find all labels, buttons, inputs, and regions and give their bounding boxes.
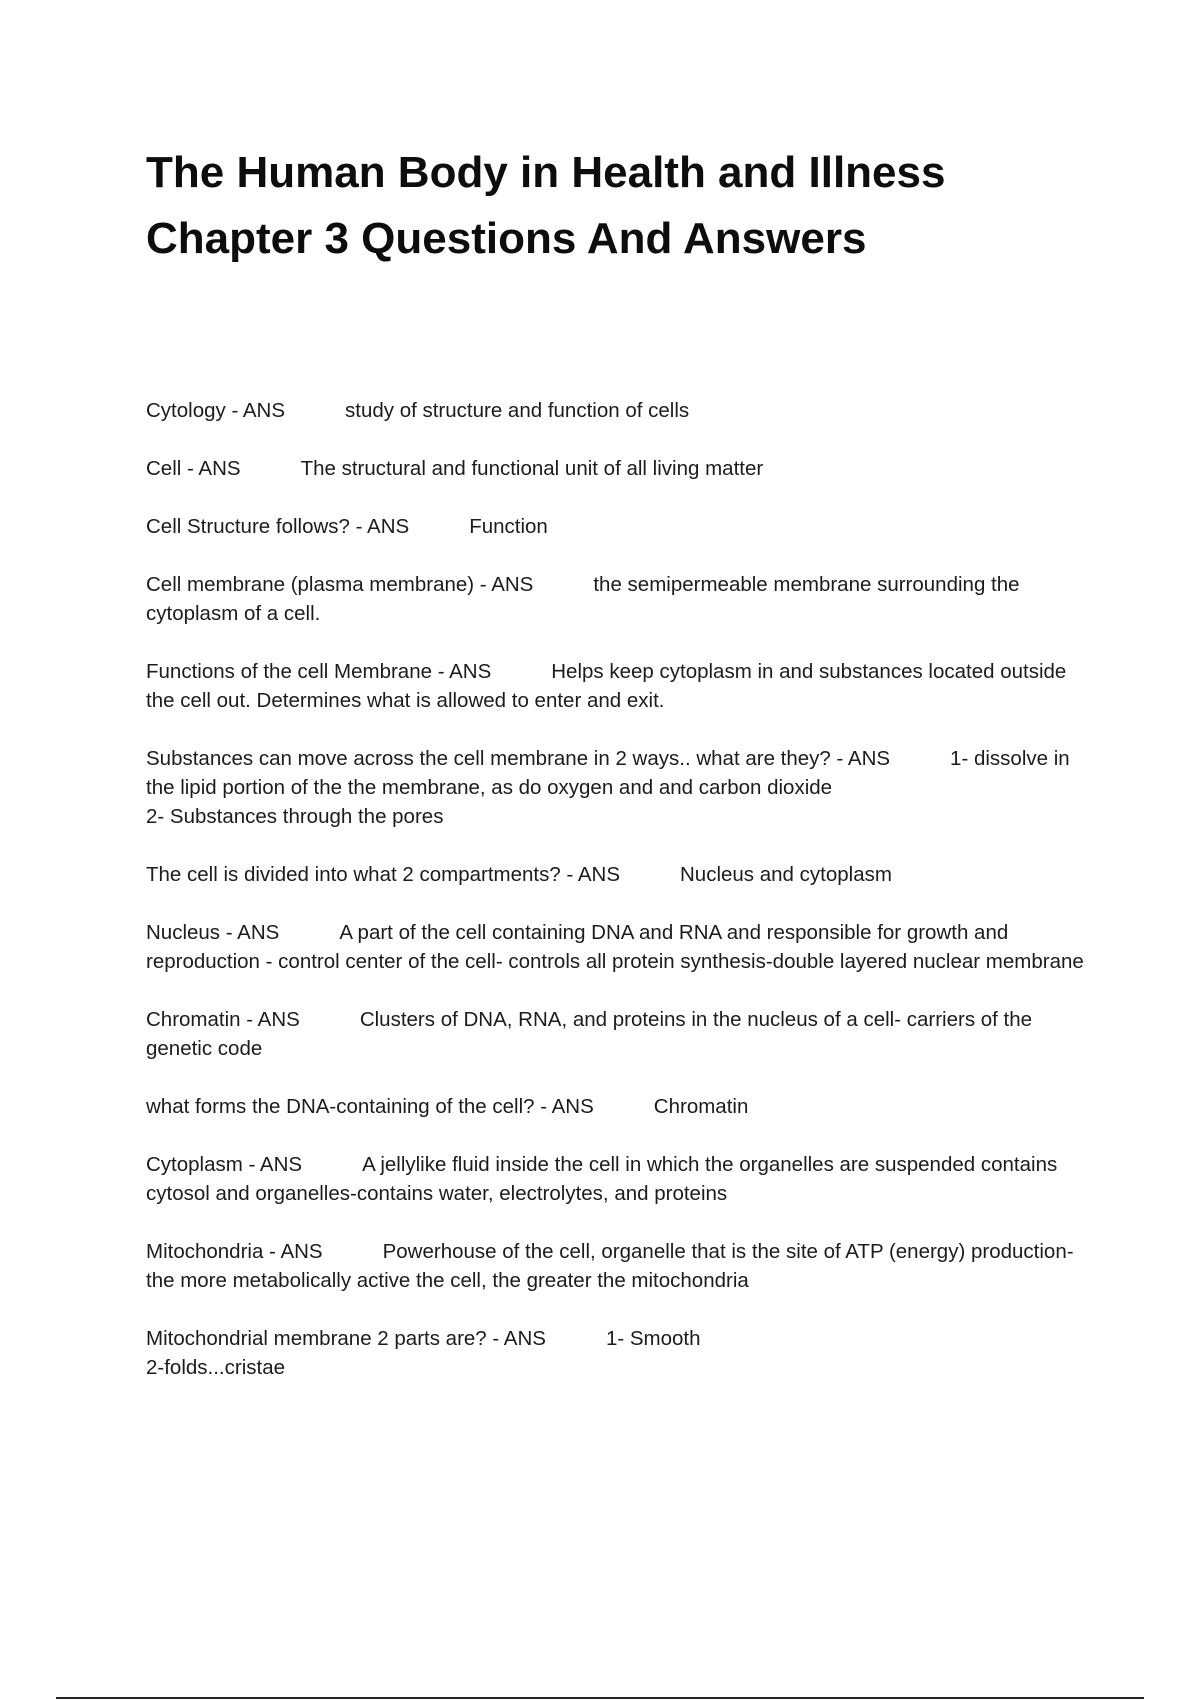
question: Cell - ANS xyxy=(146,457,241,480)
question: Mitochondrial membrane 2 parts are? - ANS xyxy=(146,1327,546,1350)
qa-item xyxy=(146,454,1096,483)
document-title xyxy=(146,140,1106,272)
answer: Nucleus and cytoplasm xyxy=(680,863,892,886)
answer-continuation: 2- Substances through the pores xyxy=(146,805,444,828)
question: Cytology - ANS xyxy=(146,399,285,422)
answer-continuation: 2-folds...cristae xyxy=(146,1356,285,1379)
question: The cell is divided into what 2 compartments? - ANS xyxy=(146,863,620,886)
title-line-2: Chapter 3 Questions And Answers xyxy=(146,214,867,263)
question: Functions of the cell Membrane - ANS xyxy=(146,660,492,683)
qa-item xyxy=(146,1237,1096,1295)
question: Substances can move across the cell membrane in 2 ways.. what are they? - ANS xyxy=(146,747,891,770)
answer: Clusters of DNA, RNA, and proteins in the nucleus of a cell- carriers of the genetic code xyxy=(146,1008,1033,1060)
title-line-1: The Human Body in Health and Illness xyxy=(146,148,946,197)
question: Cell membrane (plasma membrane) - ANS xyxy=(146,573,534,596)
answer: Powerhouse of the cell, organelle that is the site of ATP (energy) production-the more metabolically active the cell, the greater the mitochondria xyxy=(146,1240,1074,1292)
qa-item xyxy=(146,657,1096,715)
question: Cytoplasm - ANS xyxy=(146,1153,303,1176)
answer: study of structure and function of cells xyxy=(345,399,690,422)
qa-item xyxy=(146,512,1096,541)
answer: Chromatin xyxy=(653,1095,749,1118)
qa-item xyxy=(146,1005,1096,1063)
answer: 1- Smooth xyxy=(605,1327,701,1350)
qa-item xyxy=(146,1092,1096,1121)
question: Chromatin - ANS xyxy=(146,1008,300,1031)
answer: Helps keep cytoplasm in and substances located outside the cell out. Determines what is allowed to enter and exit. xyxy=(146,660,1067,712)
qa-item xyxy=(146,1324,1096,1382)
answer: A part of the cell containing DNA and RNA and responsible for growth and reproduction - control center of the cell- controls all protein synthesis-double layered nuclear membrane xyxy=(146,921,1084,973)
question: Cell Structure follows? - ANS xyxy=(146,515,410,538)
qa-item xyxy=(146,918,1096,976)
answer: The structural and functional unit of all living matter xyxy=(300,457,764,480)
page-bottom-rule xyxy=(56,1697,1144,1699)
answer: 1- dissolve in the lipid portion of the the membrane, as do oxygen and and carbon dioxide xyxy=(146,747,1070,799)
qa-item xyxy=(146,744,1096,831)
answer: the semipermeable membrane surrounding the cytoplasm of a cell. xyxy=(146,573,1020,625)
question: what forms the DNA-containing of the cell? - ANS xyxy=(146,1095,594,1118)
qa-item xyxy=(146,860,1096,889)
qa-list xyxy=(146,396,1096,1411)
qa-item xyxy=(146,1150,1096,1208)
qa-item xyxy=(146,396,1096,425)
question: Nucleus - ANS xyxy=(146,921,280,944)
qa-item xyxy=(146,570,1096,628)
answer: A jellylike fluid inside the cell in which the organelles are suspended contains cytosol and organelles-contains water, electrolytes, and proteins xyxy=(146,1153,1058,1205)
question: Mitochondria - ANS xyxy=(146,1240,323,1263)
answer: Function xyxy=(469,515,548,538)
